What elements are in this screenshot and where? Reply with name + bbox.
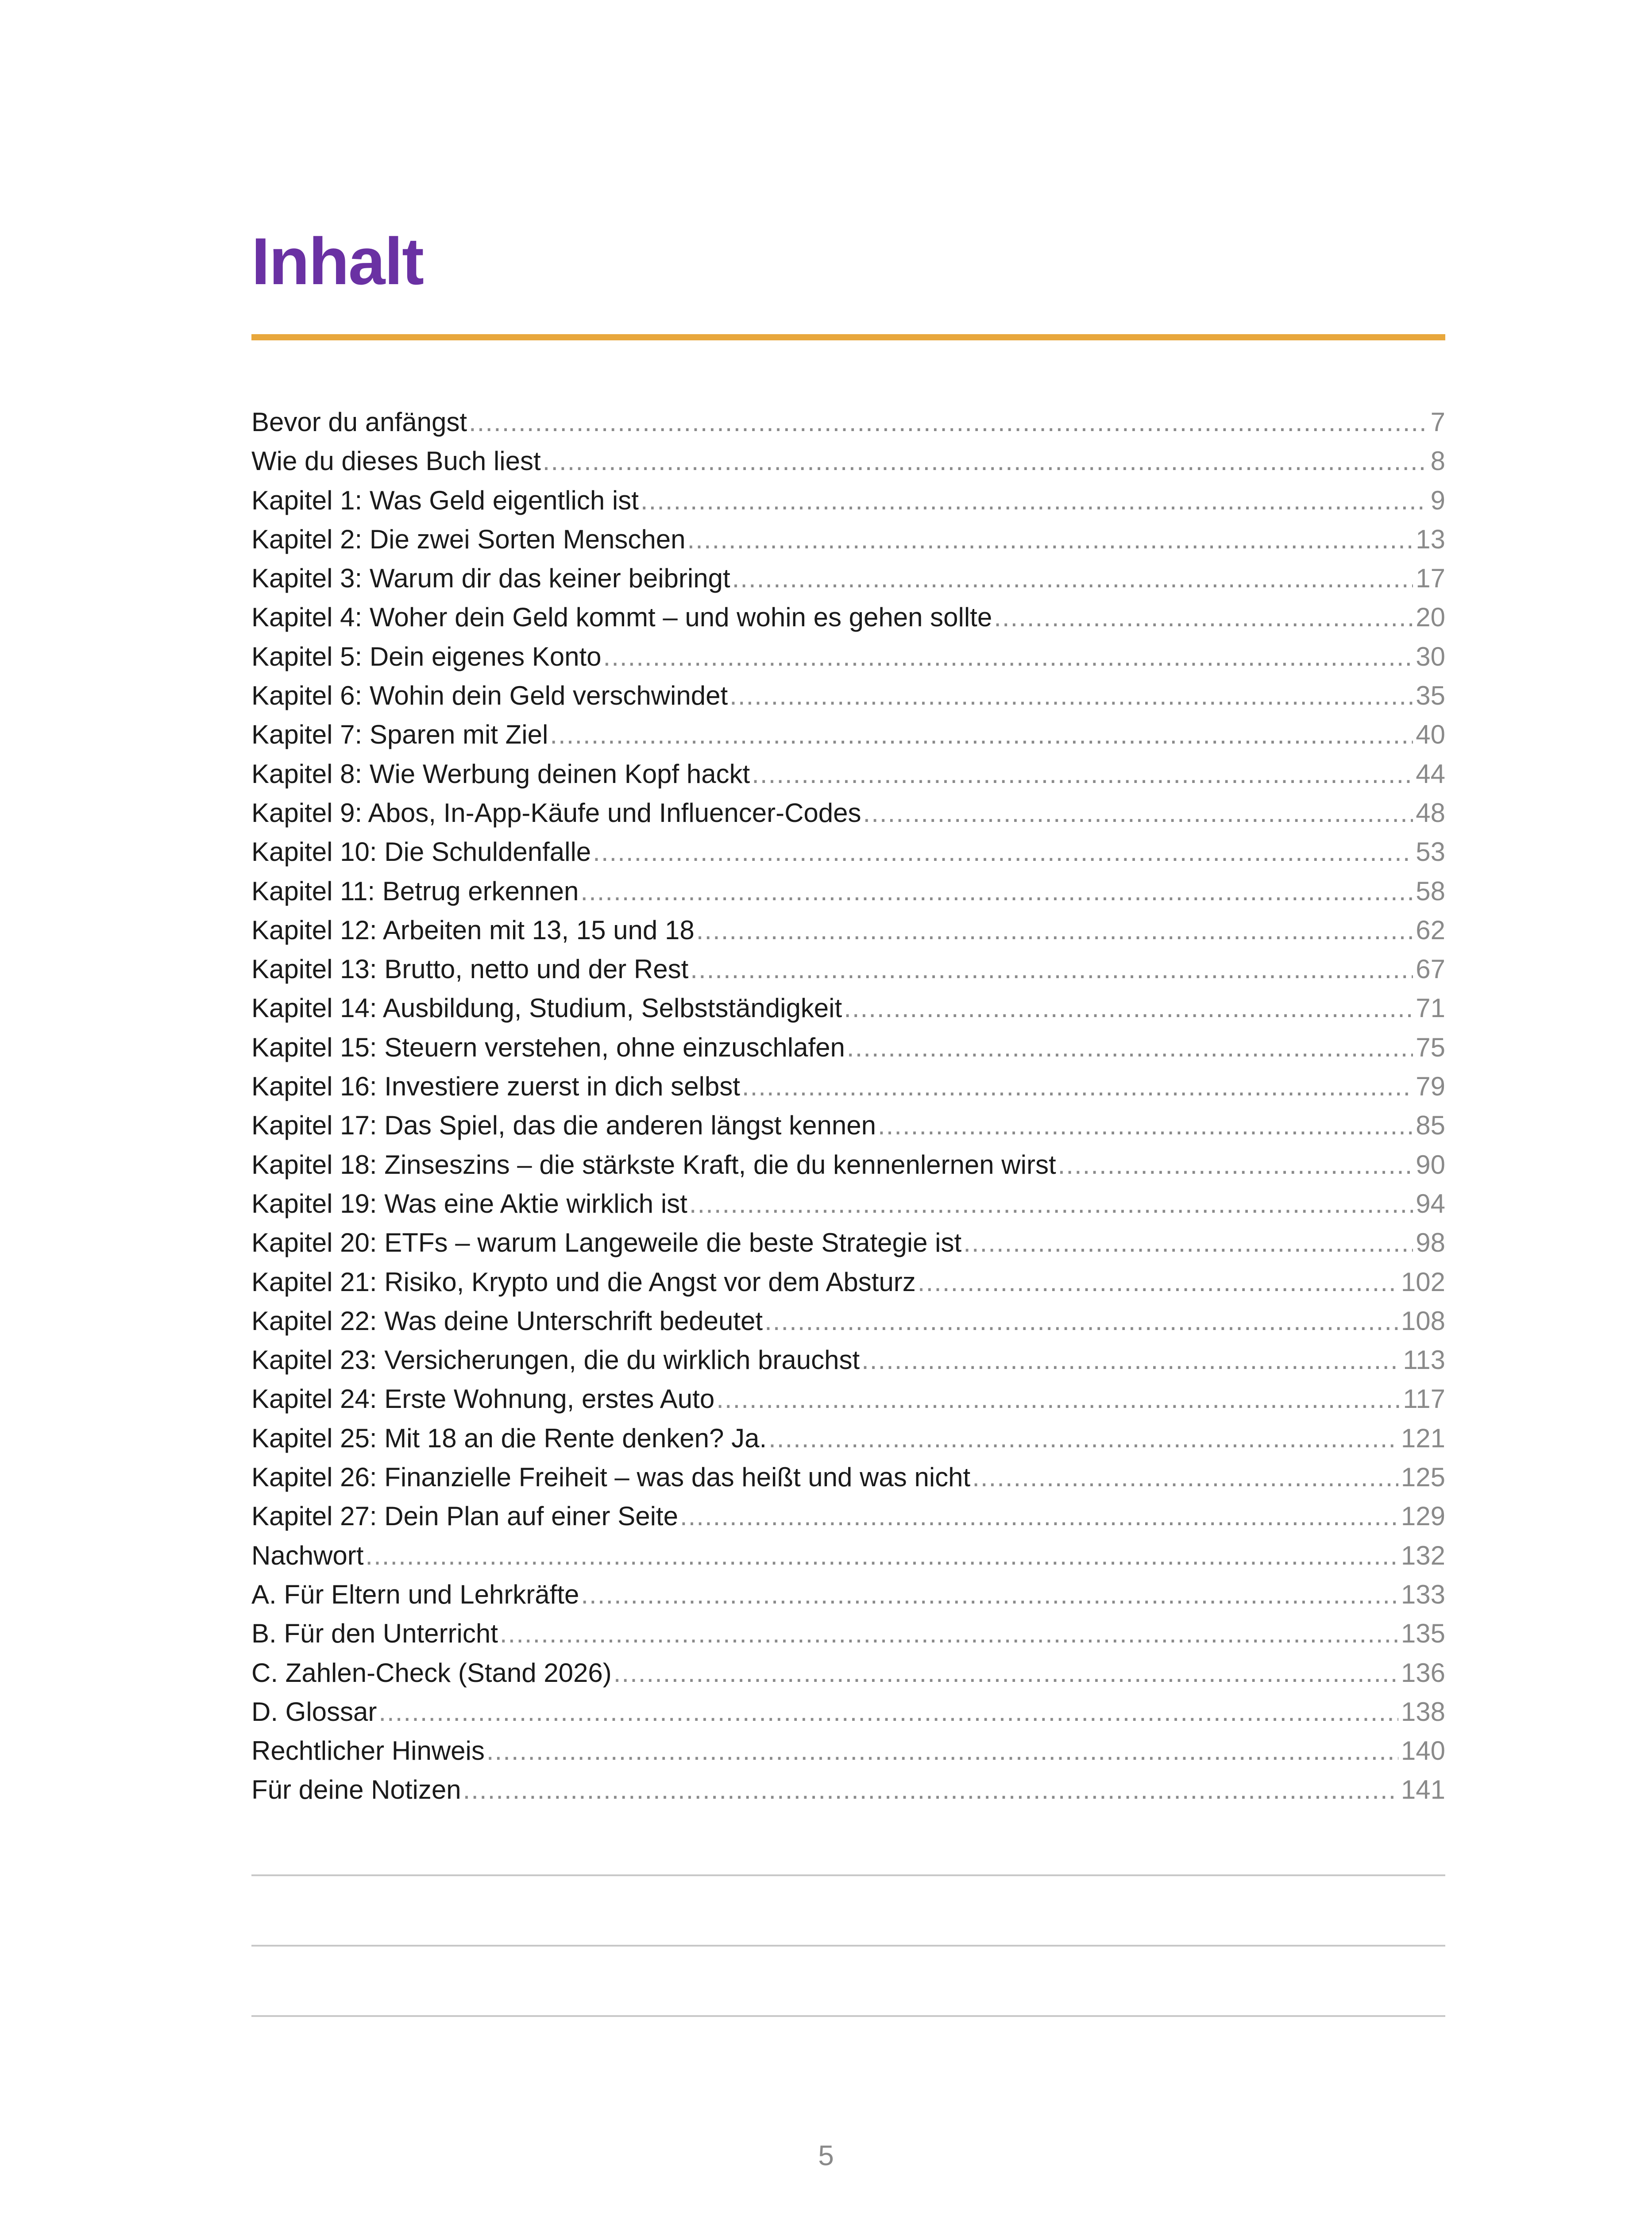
toc-entry-label: Kapitel 13: Brutto, netto und der Rest [251,954,689,984]
toc-entry-label: Kapitel 7: Sparen mit Ziel [251,720,548,750]
toc-entry-label: Kapitel 4: Woher dein Geld kommt – und wohin es gehen sollte [251,602,992,632]
toc-leader-dots [918,1263,1398,1302]
toc-leader-dots [994,598,1413,637]
toc-entry-page: 44 [1416,759,1445,789]
toc-entry-page: 133 [1401,1579,1445,1609]
toc-entry-page: 17 [1416,563,1445,594]
toc-leader-dots [581,1575,1398,1614]
toc-entry-page: 98 [1416,1228,1445,1258]
toc-entry-page: 141 [1401,1775,1445,1805]
toc-entry-page: 135 [1401,1619,1445,1649]
toc-entry[interactable] [251,1731,1445,1770]
toc-entry-label: Kapitel 19: Was eine Aktie wirklich ist [251,1188,687,1218]
toc-entry-label: B. Für den Unterricht [251,1619,498,1649]
toc-entry[interactable] [251,481,1445,520]
toc-entry-label: Kapitel 17: Das Spiel, das die anderen längst kennen [251,1110,876,1141]
toc-entry[interactable] [251,1497,1445,1536]
toc-entry[interactable] [251,1184,1445,1223]
toc-entry-label: Kapitel 22: Was deine Unterschrift bedeutet [251,1306,763,1336]
toc-leader-dots [861,1341,1400,1380]
toc-leader-dots [863,794,1413,833]
toc-entry[interactable] [251,559,1445,598]
toc-entry[interactable] [251,872,1445,911]
toc-entry-page: 9 [1430,485,1445,515]
toc-entry-label: A. Für Eltern und Lehrkräfte [251,1579,579,1609]
toc-entry-label: Kapitel 20: ETFs – warum Langeweile die beste Strategie ist [251,1228,962,1258]
toc-entry-page: 40 [1416,720,1445,750]
toc-entry-page: 121 [1401,1423,1445,1453]
toc-entry-label: Kapitel 15: Steuern verstehen, ohne einzuschlafen [251,1032,845,1062]
toc-entry[interactable] [251,1223,1445,1262]
toc-entry-page: 30 [1416,641,1445,671]
toc-entry-label: Kapitel 3: Warum dir das keiner beibringt [251,563,730,594]
toc-entry-page: 138 [1401,1696,1445,1727]
toc-entry[interactable] [251,1106,1445,1145]
toc-leader-dots [365,1536,1398,1575]
toc-entry-label: Kapitel 16: Investiere zuerst in dich selbst [251,1072,740,1102]
toc-entry-page: 75 [1416,1032,1445,1062]
toc-entry-page: 13 [1416,524,1445,554]
toc-leader-dots [689,1184,1413,1223]
toc-entry[interactable] [251,833,1445,871]
toc-entry[interactable] [251,950,1445,989]
toc-entry-page: 48 [1416,798,1445,828]
toc-entry[interactable] [251,1614,1445,1653]
toc-leader-dots [696,911,1413,950]
toc-entry-label: Bevor du anfängst [251,407,467,437]
toc-entry-label: Kapitel 5: Dein eigenes Konto [251,641,602,671]
toc-entry-page: 113 [1403,1345,1445,1375]
toc-entry-page: 136 [1401,1658,1445,1688]
toc-entry-label: Wie du dieses Buch liest [251,446,541,476]
toc-leader-dots [593,833,1413,871]
toc-entry[interactable] [251,1302,1445,1341]
toc-entry-label: Kapitel 11: Betrug erkennen [251,876,579,906]
toc-leader-dots [716,1380,1400,1419]
toc-entry-page: 8 [1430,446,1445,476]
toc-entry-page: 79 [1416,1072,1445,1102]
toc-leader-dots [469,403,1428,442]
toc-leader-dots [752,755,1413,794]
toc-entry[interactable] [251,1263,1445,1302]
toc-entry-page: 102 [1401,1267,1445,1297]
toc-entry-label: D. Glossar [251,1696,377,1727]
toc-entry[interactable] [251,1458,1445,1497]
toc-leader-dots [463,1770,1398,1809]
toc-entry-page: 71 [1416,993,1445,1023]
table-of-contents [251,403,1445,1810]
toc-leader-dots [847,1028,1413,1067]
toc-entry[interactable] [251,989,1445,1028]
toc-entry-label: Kapitel 21: Risiko, Krypto und die Angst vor dem Absturz [251,1267,916,1297]
toc-entry[interactable] [251,1341,1445,1380]
toc-leader-dots [580,872,1413,911]
toc-entry[interactable] [251,442,1445,481]
toc-leader-dots [614,1654,1398,1693]
notes-line-1 [251,1874,1445,1876]
toc-entry-page: 125 [1401,1462,1445,1492]
toc-entry[interactable] [251,1380,1445,1419]
toc-leader-dots [972,1458,1398,1497]
toc-leader-dots [878,1106,1413,1145]
page-number: 5 [818,2140,834,2171]
toc-entry[interactable] [251,1419,1445,1458]
toc-entry-page: 90 [1416,1149,1445,1180]
toc-leader-dots [768,1419,1398,1458]
toc-entry-label: Kapitel 18: Zinseszins – die stärkste Kraft, die du kennenlernen wirst [251,1149,1056,1180]
toc-entry-label: Kapitel 27: Dein Plan auf einer Seite [251,1501,678,1531]
toc-entry-page: 129 [1401,1501,1445,1531]
toc-entry-page: 35 [1416,681,1445,711]
toc-entry-label: Kapitel 9: Abos, In-App-Käufe und Influencer-Codes [251,798,861,828]
toc-leader-dots [963,1223,1413,1262]
toc-entry-page: 132 [1401,1540,1445,1570]
toc-leader-dots [603,637,1413,676]
toc-leader-dots [690,950,1413,989]
toc-entry[interactable] [251,520,1445,559]
toc-leader-dots [764,1302,1398,1341]
toc-leader-dots [543,442,1428,481]
notes-line-3 [251,2015,1445,2017]
toc-entry-label: Kapitel 1: Was Geld eigentlich ist [251,485,639,515]
toc-entry[interactable] [251,1067,1445,1106]
toc-leader-dots [680,1497,1398,1536]
toc-entry-label: Kapitel 24: Erste Wohnung, erstes Auto [251,1384,715,1414]
toc-entry-page: 53 [1416,837,1445,867]
title-underline [251,334,1445,340]
toc-entry-page: 140 [1401,1736,1445,1766]
toc-entry-page: 85 [1416,1110,1445,1141]
toc-entry-label: Rechtlicher Hinweis [251,1736,485,1766]
toc-entry[interactable] [251,676,1445,715]
toc-entry[interactable] [251,715,1445,754]
toc-entry[interactable] [251,911,1445,950]
toc-entry-page: 108 [1401,1306,1445,1336]
toc-leader-dots [730,676,1413,715]
toc-entry-page: 67 [1416,954,1445,984]
toc-entry[interactable] [251,403,1445,442]
toc-leader-dots [844,989,1413,1028]
toc-leader-dots [687,520,1413,559]
toc-leader-dots [732,559,1413,598]
toc-entry[interactable] [251,1028,1445,1067]
toc-entry-page: 62 [1416,915,1445,945]
toc-entry-label: Kapitel 12: Arbeiten mit 13, 15 und 18 [251,915,695,945]
toc-leader-dots [742,1067,1413,1106]
toc-entry-page: 117 [1403,1384,1445,1414]
toc-entry[interactable] [251,1693,1445,1731]
toc-entry-page: 94 [1416,1188,1445,1218]
toc-entry-page: 20 [1416,602,1445,632]
toc-entry-label: Kapitel 25: Mit 18 an die Rente denken? Ja. [251,1423,767,1453]
toc-leader-dots [486,1731,1398,1770]
toc-entry-label: Kapitel 2: Die zwei Sorten Menschen [251,524,686,554]
toc-leader-dots [500,1614,1398,1653]
toc-entry-label: Kapitel 6: Wohin dein Geld verschwindet [251,681,728,711]
toc-entry-label: Kapitel 10: Die Schuldenfalle [251,837,591,867]
toc-entry[interactable] [251,1575,1445,1614]
toc-entry[interactable] [251,637,1445,676]
toc-entry-label: Kapitel 26: Finanzielle Freiheit – was das heißt und was nicht [251,1462,971,1492]
toc-entry-page: 58 [1416,876,1445,906]
page-title: Inhalt [251,224,423,298]
toc-leader-dots [550,715,1413,754]
toc-entry[interactable] [251,598,1445,637]
toc-leader-dots [1058,1145,1413,1184]
toc-entry-label: Kapitel 14: Ausbildung, Studium, Selbstständigkeit [251,993,842,1023]
toc-entry[interactable] [251,1654,1445,1693]
toc-entry-page: 7 [1430,407,1445,437]
toc-leader-dots [378,1693,1398,1731]
toc-entry[interactable] [251,794,1445,833]
toc-entry-label: Kapitel 23: Versicherungen, die du wirklich brauchst [251,1345,860,1375]
toc-entry[interactable] [251,1536,1445,1575]
notes-line-2 [251,1945,1445,1947]
toc-entry[interactable] [251,1770,1445,1809]
toc-entry-label: C. Zahlen-Check (Stand 2026) [251,1658,612,1688]
toc-entry-label: Kapitel 8: Wie Werbung deinen Kopf hackt [251,759,750,789]
toc-entry-label: Für deine Notizen [251,1775,461,1805]
toc-entry[interactable] [251,755,1445,794]
toc-leader-dots [641,481,1428,520]
toc-entry-label: Nachwort [251,1540,364,1570]
toc-entry[interactable] [251,1145,1445,1184]
